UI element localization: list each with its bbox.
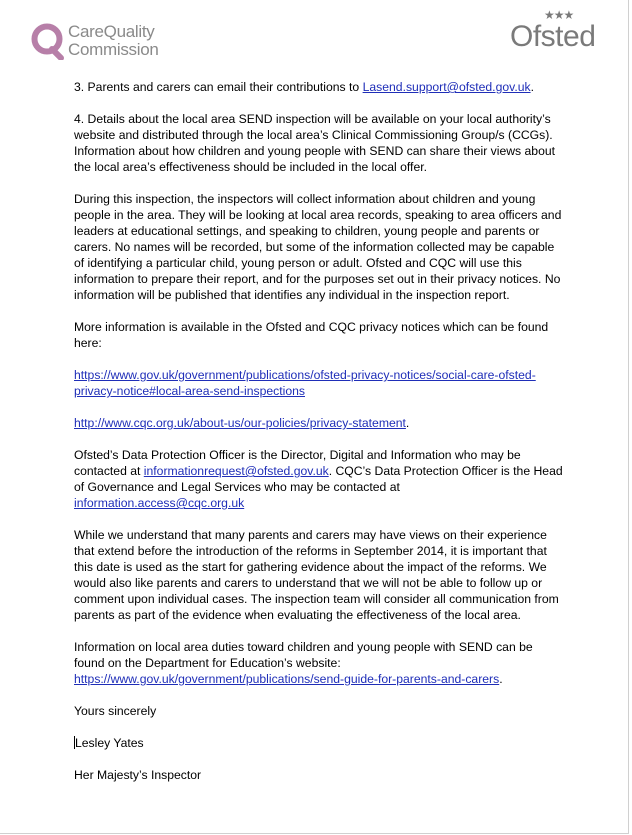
p6-part2: . CQC’s Data Protection Officer is the Head of Governance and Legal Services who may be contacted at [74, 464, 563, 494]
paragraph-cqc-privacy-link [74, 415, 564, 431]
ofsted-info-request-link[interactable]: informationrequest@ofsted.gov.uk [143, 464, 329, 478]
paragraph-email-contributions [74, 79, 564, 95]
ofsted-stars: ★★★ [544, 8, 574, 22]
letter-body [74, 79, 564, 799]
paragraph-reforms: While we understand that many parents and carers may have views on their experience that extend before the introduction of the reforms in September 2014, it is important that this date is used as the start for gathering evidence about the impact of the reforms. We would also like parents and carers to understand that we will not be able to follow up or comment upon individual cases. The inspection team will consider all communication from parents as part of the evidence when evaluating the effectiveness of the local area. [74, 528, 559, 622]
ofsted-privacy-link[interactable]: https://www.gov.uk/government/publications/ofsted-privacy-notices/social-care-ofsted-privacy-notice#local-area-send-inspections [74, 368, 536, 398]
paragraph-privacy-notices: More information is available in the Ofsted and CQC privacy notices which can be found here: [74, 320, 549, 350]
signature-name-line [74, 735, 564, 751]
p1-after: . [530, 80, 534, 94]
p8-after: . [499, 672, 503, 686]
cqc-logo [30, 20, 170, 64]
cqc-logo-line1: CareQuality [68, 22, 155, 41]
cqc-logo-line2: Commission [68, 40, 159, 59]
paragraph-inspection-info: During this inspection, the inspectors will collect information about children and young people in the area. They will be looking at local area records, speaking to area officers and leaders at educational settings, and speaking to children, young people and parents or carers. No names will be recorded, but some of the information collected may be capable of identifying a particular child, young person or adult. Ofsted and CQC will use this information to prepare their report, and for the purposes set out in their privacy notices. No information will be published that identifies any individual in the inspection report. [74, 192, 562, 302]
cqc-logo-text [68, 23, 159, 59]
p6-part1: Ofsted’s Data Protection Officer is the Director, Digital and Information who may be contacted at [74, 448, 521, 478]
signature-title: Her Majesty’s Inspector [74, 768, 202, 782]
cqc-link-after: . [405, 416, 410, 430]
p1-text: 3. Parents and carers can email their contributions to [74, 80, 363, 94]
paragraph-data-protection [74, 447, 564, 511]
cqc-privacy-link[interactable]: http://www.cqc.org.uk/about-us/our-policies/privacy-statement [74, 416, 406, 430]
send-guide-link[interactable]: https://www.gov.uk/government/publications/send-guide-for-parents-and-carers [74, 672, 500, 686]
closing: Yours sincerely [74, 704, 157, 718]
paragraph-local-area-details: 4. Details about the local area SEND inspection will be available on your local authority’s website and distributed through the local area’s Clinical Commissioning Group/s (CCGs). Information about how children and young people with SEND can share their views about the local area’s effectiveness should be included in the local offer. [74, 112, 556, 174]
signature-name: Lesley Yates [75, 736, 144, 750]
cqc-logo-mark [30, 22, 66, 60]
paragraph-ofsted-privacy-link [74, 367, 564, 399]
ofsted-logo-text: Ofsted [510, 20, 596, 53]
paragraph-dfe-website [74, 639, 564, 687]
p8-text: Information on local area duties toward children and young people with SEND can be found on the Department for Education’s website: [74, 640, 533, 670]
cqc-info-access-link[interactable]: information.access@cqc.org.uk [74, 496, 245, 510]
lasend-email-link[interactable]: Lasend.support@ofsted.gov.uk [362, 80, 531, 94]
ofsted-logo [510, 8, 610, 56]
